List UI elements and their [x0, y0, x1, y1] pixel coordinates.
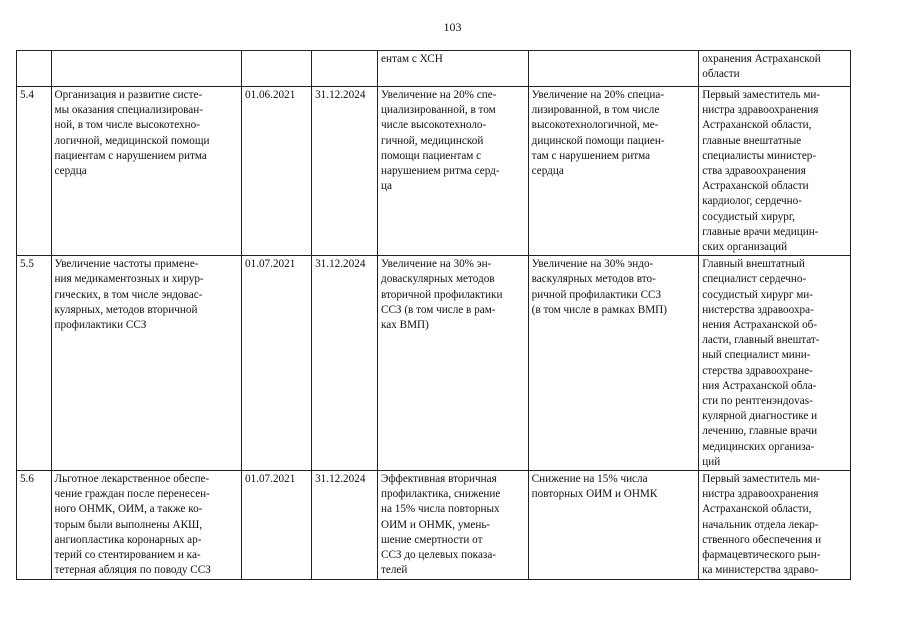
start-date: 01.07.2021: [241, 471, 311, 579]
end-date: 31.12.2024: [312, 256, 378, 471]
row-number: 5.5: [17, 256, 52, 471]
table-row: [17, 256, 851, 471]
expected-result: Эффективная вторичная профилактика, снижение на 15% числа повторных ОИМ и ОНМК, умень- шение смертности от ССЗ до целевых показа- телей: [378, 471, 529, 579]
row-number: [17, 51, 52, 87]
expected-result: Увеличение на 30% эн- доваскулярных методов вторичной профилактики ССЗ (в том числе в рам- ках ВМП): [378, 256, 529, 471]
start-date: 01.07.2021: [241, 256, 311, 471]
expected-result: Увеличение на 20% спе- циализированной, в том числе высокотехноло- гичной, медицинской помощи пациентам с нарушением ритма серд- ца: [378, 87, 529, 256]
activity-name: Увеличение частоты примене- ния медикаментозных и хирур- гических, в том числе эндовас- кулярных, методов вторичной профилактики ССЗ: [51, 256, 241, 471]
row-number: 5.6: [17, 471, 52, 579]
responsible: Главный внештатный специалист сердечно- сосудистый хирург ми- нистерства здравоохра- нения Астраханской об- ласти, главный внештат- ный специалист мини- стерства здравоохране- ния Астраханской обла- сти по рентгенэндоvas- кулярной диагностике и лечению, главные врачи медицинских организа- ций: [699, 256, 851, 471]
responsible: Первый заместитель ми- нистра здравоохранения Астраханской области, главные внештатные специалисты министер- ства здравоохранения Астраханской области кардиолог, сердечно- сосудистый хирург, главные врачи медицин- ских организаций: [699, 87, 851, 256]
activity-name: Организация и развитие систе- мы оказания специализирован- ной, в том числе высокотехно- логичной, медицинской помощи пациентам с нарушением ритма сердца: [51, 87, 241, 256]
indicator: Увеличение на 30% эндо- васкулярных методов вто- ричной профилактики ССЗ (в том числе в рамках ВМП): [528, 256, 699, 471]
start-date: 01.06.2021: [241, 87, 311, 256]
end-date: [312, 51, 378, 87]
page-number: 103: [443, 20, 462, 34]
activity-name: [51, 51, 241, 87]
row-number: 5.4: [17, 87, 52, 256]
table-row: [17, 471, 851, 579]
end-date: 31.12.2024: [312, 471, 378, 579]
indicator: Увеличение на 20% специа- лизированной, в том числе высокотехнологичной, ме- дицинской помощи пациен- там с нарушением ритма сердца: [528, 87, 699, 256]
responsible: Первый заместитель ми- нистра здравоохранения Астраханской области, начальник отдела лекар- ственного обеспечения и фармацевтического рын- ка министерства здраво-: [699, 471, 851, 579]
indicator: Снижение на 15% числа повторных ОИМ и ОНМК: [528, 471, 699, 579]
responsible: охранения Астраханской области: [699, 51, 851, 87]
start-date: [241, 51, 311, 87]
indicator: [528, 51, 699, 87]
table-row: [17, 51, 851, 87]
activity-name: Льготное лекарственное обеспе- чение граждан после перенесен- ного ОНМК, ОИМ, а также ко- торым были выполнены АКШ, ангиопластика коронарных ар- терий со стентированием и ка- тетерная абляция по поводу ССЗ: [51, 471, 241, 579]
expected-result: ентам с ХСН: [378, 51, 529, 87]
activities-table: [16, 50, 851, 580]
table-row: [17, 87, 851, 256]
end-date: 31.12.2024: [312, 87, 378, 256]
